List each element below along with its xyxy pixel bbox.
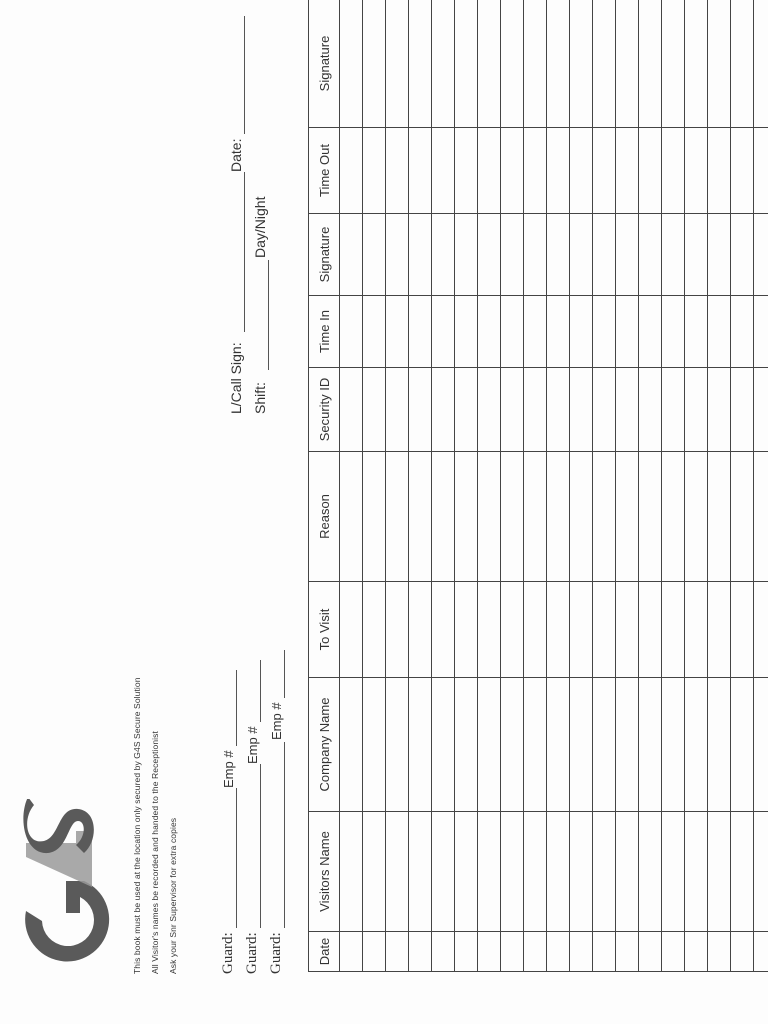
table-cell[interactable] bbox=[731, 582, 754, 678]
table-cell[interactable] bbox=[432, 128, 455, 214]
table-cell[interactable] bbox=[524, 452, 547, 582]
table-cell[interactable] bbox=[547, 582, 570, 678]
table-cell[interactable] bbox=[340, 812, 363, 932]
table-cell[interactable] bbox=[593, 452, 616, 582]
table-cell[interactable] bbox=[501, 932, 524, 972]
table-cell[interactable] bbox=[524, 214, 547, 296]
table-cell[interactable] bbox=[593, 678, 616, 812]
table-cell[interactable] bbox=[754, 678, 768, 812]
table-cell[interactable] bbox=[501, 128, 524, 214]
table-cell[interactable] bbox=[501, 214, 524, 296]
table-cell[interactable] bbox=[363, 932, 386, 972]
table-cell[interactable] bbox=[570, 296, 593, 368]
emp-label: Emp # bbox=[269, 702, 284, 740]
visitor-log-table bbox=[308, 0, 768, 972]
emp-label: Emp # bbox=[245, 726, 260, 764]
table-row bbox=[432, 0, 455, 972]
table-cell[interactable] bbox=[524, 678, 547, 812]
column-header: To Visit bbox=[309, 582, 340, 678]
notice-line-1: This book must be used at the location only secured by G4S Secure Solution bbox=[132, 677, 142, 974]
table-cell[interactable] bbox=[593, 582, 616, 678]
table-row bbox=[685, 0, 708, 972]
table-cell[interactable] bbox=[386, 296, 409, 368]
table-cell[interactable] bbox=[432, 452, 455, 582]
table-cell[interactable] bbox=[547, 368, 570, 452]
guard-label: Guard: bbox=[268, 932, 284, 974]
table-cell[interactable] bbox=[616, 678, 639, 812]
table-cell[interactable] bbox=[478, 296, 501, 368]
table-cell[interactable] bbox=[754, 932, 768, 972]
table-cell[interactable] bbox=[363, 678, 386, 812]
column-header: Reason bbox=[309, 452, 340, 582]
table-cell[interactable] bbox=[570, 812, 593, 932]
table-cell[interactable] bbox=[363, 214, 386, 296]
table-cell[interactable] bbox=[547, 932, 570, 972]
table-cell[interactable] bbox=[639, 296, 662, 368]
table-row bbox=[386, 0, 409, 972]
table-cell[interactable] bbox=[708, 214, 731, 296]
table-cell[interactable] bbox=[478, 368, 501, 452]
column-header: Date bbox=[309, 932, 340, 972]
emp-input-line[interactable] bbox=[260, 660, 261, 722]
shift-input-line[interactable] bbox=[268, 260, 269, 370]
column-header: Signature bbox=[309, 214, 340, 296]
table-cell[interactable] bbox=[570, 0, 593, 128]
table-cell[interactable] bbox=[570, 452, 593, 582]
table-cell[interactable] bbox=[524, 582, 547, 678]
table-cell[interactable] bbox=[409, 582, 432, 678]
table-cell[interactable] bbox=[685, 214, 708, 296]
column-header: Time Out bbox=[309, 128, 340, 214]
table-cell[interactable] bbox=[432, 296, 455, 368]
table-row bbox=[570, 0, 593, 972]
table-cell[interactable] bbox=[731, 812, 754, 932]
table-cell[interactable] bbox=[616, 812, 639, 932]
table-cell[interactable] bbox=[593, 368, 616, 452]
table-cell[interactable] bbox=[524, 368, 547, 452]
shift-label: Shift: bbox=[252, 382, 268, 414]
table-cell[interactable] bbox=[662, 582, 685, 678]
table-cell[interactable] bbox=[685, 128, 708, 214]
table-cell[interactable] bbox=[386, 932, 409, 972]
notice-line-2: All Visitor's names be recorded and handed to the Receptionist bbox=[150, 731, 160, 974]
table-cell[interactable] bbox=[570, 368, 593, 452]
notice-line-3: Ask your Snr Supervisor for extra copies bbox=[168, 817, 178, 974]
table-cell[interactable] bbox=[478, 582, 501, 678]
table-cell[interactable] bbox=[731, 128, 754, 214]
table-cell[interactable] bbox=[662, 0, 685, 128]
table-cell[interactable] bbox=[570, 678, 593, 812]
table-cell[interactable] bbox=[455, 812, 478, 932]
table-row bbox=[501, 0, 524, 972]
table-cell[interactable] bbox=[662, 214, 685, 296]
table-cell[interactable] bbox=[639, 932, 662, 972]
table-cell[interactable] bbox=[501, 452, 524, 582]
table-cell[interactable] bbox=[363, 812, 386, 932]
table-cell[interactable] bbox=[386, 582, 409, 678]
table-cell[interactable] bbox=[547, 128, 570, 214]
table-cell[interactable] bbox=[708, 0, 731, 128]
table-cell[interactable] bbox=[340, 214, 363, 296]
table-cell[interactable] bbox=[340, 296, 363, 368]
table-cell[interactable] bbox=[570, 582, 593, 678]
table-cell[interactable] bbox=[547, 452, 570, 582]
table-cell[interactable] bbox=[524, 0, 547, 128]
table-cell[interactable] bbox=[731, 0, 754, 128]
date-label: Date: bbox=[228, 138, 244, 172]
table-cell[interactable] bbox=[432, 582, 455, 678]
table-cell[interactable] bbox=[685, 0, 708, 128]
table-cell[interactable] bbox=[639, 128, 662, 214]
table-cell[interactable] bbox=[639, 452, 662, 582]
guard-input-line[interactable] bbox=[284, 742, 285, 928]
g4s-logo bbox=[14, 799, 122, 969]
table-row bbox=[708, 0, 731, 972]
visitor-log-table-wrapper bbox=[308, 0, 744, 972]
guard-input-line[interactable] bbox=[236, 788, 237, 928]
table-cell[interactable] bbox=[386, 678, 409, 812]
table-cell[interactable] bbox=[547, 214, 570, 296]
column-header: Time In bbox=[309, 296, 340, 368]
table-cell[interactable] bbox=[593, 812, 616, 932]
table-cell[interactable] bbox=[708, 932, 731, 972]
column-header: Company Name bbox=[309, 678, 340, 812]
table-cell[interactable] bbox=[639, 582, 662, 678]
table-cell[interactable] bbox=[593, 0, 616, 128]
table-cell[interactable] bbox=[754, 128, 768, 214]
table-cell[interactable] bbox=[340, 128, 363, 214]
table-cell[interactable] bbox=[731, 296, 754, 368]
column-header: Signature bbox=[309, 0, 340, 128]
table-cell[interactable] bbox=[662, 452, 685, 582]
table-body bbox=[340, 0, 768, 972]
table-cell[interactable] bbox=[432, 0, 455, 128]
table-cell[interactable] bbox=[639, 368, 662, 452]
table-cell[interactable] bbox=[708, 582, 731, 678]
table-row bbox=[731, 0, 754, 972]
table-cell[interactable] bbox=[409, 0, 432, 128]
table-cell[interactable] bbox=[340, 932, 363, 972]
table-cell[interactable] bbox=[731, 368, 754, 452]
table-cell[interactable] bbox=[455, 582, 478, 678]
table-cell[interactable] bbox=[616, 452, 639, 582]
table-row bbox=[363, 0, 386, 972]
table-cell[interactable] bbox=[340, 368, 363, 452]
table-row bbox=[478, 0, 501, 972]
table-cell[interactable] bbox=[547, 0, 570, 128]
table-cell[interactable] bbox=[432, 214, 455, 296]
table-cell[interactable] bbox=[616, 128, 639, 214]
table-cell[interactable] bbox=[455, 368, 478, 452]
table-cell[interactable] bbox=[363, 582, 386, 678]
table-cell[interactable] bbox=[616, 0, 639, 128]
table-cell[interactable] bbox=[501, 812, 524, 932]
table-cell[interactable] bbox=[432, 932, 455, 972]
table-cell[interactable] bbox=[593, 214, 616, 296]
table-cell[interactable] bbox=[731, 932, 754, 972]
table-cell[interactable] bbox=[363, 296, 386, 368]
table-cell[interactable] bbox=[685, 582, 708, 678]
table-cell[interactable] bbox=[616, 368, 639, 452]
table-cell[interactable] bbox=[455, 296, 478, 368]
table-cell[interactable] bbox=[570, 214, 593, 296]
daynight-label: Day/Night bbox=[252, 196, 268, 258]
table-cell[interactable] bbox=[662, 678, 685, 812]
table-cell[interactable] bbox=[409, 452, 432, 582]
table-cell[interactable] bbox=[708, 452, 731, 582]
table-cell[interactable] bbox=[708, 678, 731, 812]
table-cell[interactable] bbox=[386, 214, 409, 296]
table-cell[interactable] bbox=[455, 0, 478, 128]
table-cell[interactable] bbox=[432, 678, 455, 812]
table-cell[interactable] bbox=[754, 582, 768, 678]
table-cell[interactable] bbox=[363, 368, 386, 452]
table-cell[interactable] bbox=[386, 128, 409, 214]
emp-input-line[interactable] bbox=[284, 650, 285, 698]
table-cell[interactable] bbox=[409, 678, 432, 812]
table-row bbox=[639, 0, 662, 972]
lcall-sign-label: L/Call Sign: bbox=[228, 342, 244, 414]
lcall-sign-input-line[interactable] bbox=[244, 172, 245, 332]
table-row bbox=[547, 0, 570, 972]
emp-input-line[interactable] bbox=[236, 670, 237, 746]
table-cell[interactable] bbox=[593, 932, 616, 972]
table-cell[interactable] bbox=[662, 128, 685, 214]
table-cell[interactable] bbox=[340, 582, 363, 678]
table-row bbox=[340, 0, 363, 972]
table-cell[interactable] bbox=[478, 128, 501, 214]
column-header: Visitors Name bbox=[309, 812, 340, 932]
table-cell[interactable] bbox=[662, 296, 685, 368]
guard-label: Guard: bbox=[220, 932, 236, 974]
table-cell[interactable] bbox=[524, 296, 547, 368]
table-cell[interactable] bbox=[455, 452, 478, 582]
table-cell[interactable] bbox=[547, 296, 570, 368]
table-cell[interactable] bbox=[478, 214, 501, 296]
table-cell[interactable] bbox=[616, 582, 639, 678]
table-cell[interactable] bbox=[501, 296, 524, 368]
table-cell[interactable] bbox=[754, 812, 768, 932]
table-row bbox=[409, 0, 432, 972]
table-cell[interactable] bbox=[340, 452, 363, 582]
table-cell[interactable] bbox=[478, 452, 501, 582]
table-cell[interactable] bbox=[340, 678, 363, 812]
table-cell[interactable] bbox=[478, 678, 501, 812]
table-cell[interactable] bbox=[432, 812, 455, 932]
table-cell[interactable] bbox=[639, 0, 662, 128]
table-cell[interactable] bbox=[455, 932, 478, 972]
table-cell[interactable] bbox=[501, 368, 524, 452]
table-cell[interactable] bbox=[501, 0, 524, 128]
table-cell[interactable] bbox=[363, 0, 386, 128]
table-cell[interactable] bbox=[363, 128, 386, 214]
table-cell[interactable] bbox=[478, 812, 501, 932]
table-cell[interactable] bbox=[524, 812, 547, 932]
table-cell[interactable] bbox=[639, 678, 662, 812]
table-cell[interactable] bbox=[754, 0, 768, 128]
table-cell[interactable] bbox=[685, 368, 708, 452]
table-cell[interactable] bbox=[524, 128, 547, 214]
table-cell[interactable] bbox=[570, 932, 593, 972]
table-cell[interactable] bbox=[409, 128, 432, 214]
table-cell[interactable] bbox=[478, 0, 501, 128]
table-cell[interactable] bbox=[547, 678, 570, 812]
table-cell[interactable] bbox=[363, 452, 386, 582]
table-cell[interactable] bbox=[409, 296, 432, 368]
table-cell[interactable] bbox=[593, 128, 616, 214]
table-cell[interactable] bbox=[685, 296, 708, 368]
table-cell[interactable] bbox=[386, 452, 409, 582]
table-cell[interactable] bbox=[432, 368, 455, 452]
table-cell[interactable] bbox=[616, 214, 639, 296]
table-cell[interactable] bbox=[524, 932, 547, 972]
table-cell[interactable] bbox=[570, 128, 593, 214]
emp-label: Emp # bbox=[221, 750, 236, 788]
table-cell[interactable] bbox=[685, 812, 708, 932]
table-row bbox=[754, 0, 768, 972]
column-header: Security ID bbox=[309, 368, 340, 452]
table-cell[interactable] bbox=[593, 296, 616, 368]
table-cell[interactable] bbox=[708, 812, 731, 932]
table-cell[interactable] bbox=[754, 214, 768, 296]
table-cell[interactable] bbox=[386, 0, 409, 128]
guard-label: Guard: bbox=[244, 932, 260, 974]
table-cell[interactable] bbox=[501, 582, 524, 678]
table-cell[interactable] bbox=[455, 214, 478, 296]
table-cell[interactable] bbox=[731, 214, 754, 296]
table-cell[interactable] bbox=[708, 296, 731, 368]
table-cell[interactable] bbox=[708, 368, 731, 452]
table-cell[interactable] bbox=[685, 452, 708, 582]
table-cell[interactable] bbox=[754, 452, 768, 582]
table-row bbox=[455, 0, 478, 972]
table-cell[interactable] bbox=[478, 932, 501, 972]
table-row bbox=[524, 0, 547, 972]
table-cell[interactable] bbox=[754, 296, 768, 368]
guard-input-line[interactable] bbox=[260, 764, 261, 928]
table-row bbox=[616, 0, 639, 972]
table-cell[interactable] bbox=[386, 368, 409, 452]
date-input-line[interactable] bbox=[244, 16, 245, 134]
table-cell[interactable] bbox=[662, 932, 685, 972]
table-cell[interactable] bbox=[409, 214, 432, 296]
table-cell[interactable] bbox=[731, 452, 754, 582]
table-cell[interactable] bbox=[639, 214, 662, 296]
table-cell[interactable] bbox=[685, 932, 708, 972]
table-cell[interactable] bbox=[409, 932, 432, 972]
table-cell[interactable] bbox=[685, 678, 708, 812]
table-cell[interactable] bbox=[455, 678, 478, 812]
table-row bbox=[662, 0, 685, 972]
table-cell[interactable] bbox=[662, 812, 685, 932]
table-cell[interactable] bbox=[616, 932, 639, 972]
table-cell[interactable] bbox=[455, 128, 478, 214]
table-cell[interactable] bbox=[547, 812, 570, 932]
table-cell[interactable] bbox=[639, 812, 662, 932]
table-cell[interactable] bbox=[731, 678, 754, 812]
table-row bbox=[593, 0, 616, 972]
table-cell[interactable] bbox=[662, 368, 685, 452]
table-cell[interactable] bbox=[708, 128, 731, 214]
table-cell[interactable] bbox=[409, 368, 432, 452]
table-cell[interactable] bbox=[501, 678, 524, 812]
table-cell[interactable] bbox=[409, 812, 432, 932]
table-cell[interactable] bbox=[386, 812, 409, 932]
table-cell[interactable] bbox=[340, 0, 363, 128]
table-cell[interactable] bbox=[754, 368, 768, 452]
table-header-row bbox=[309, 0, 340, 972]
table-cell[interactable] bbox=[616, 296, 639, 368]
